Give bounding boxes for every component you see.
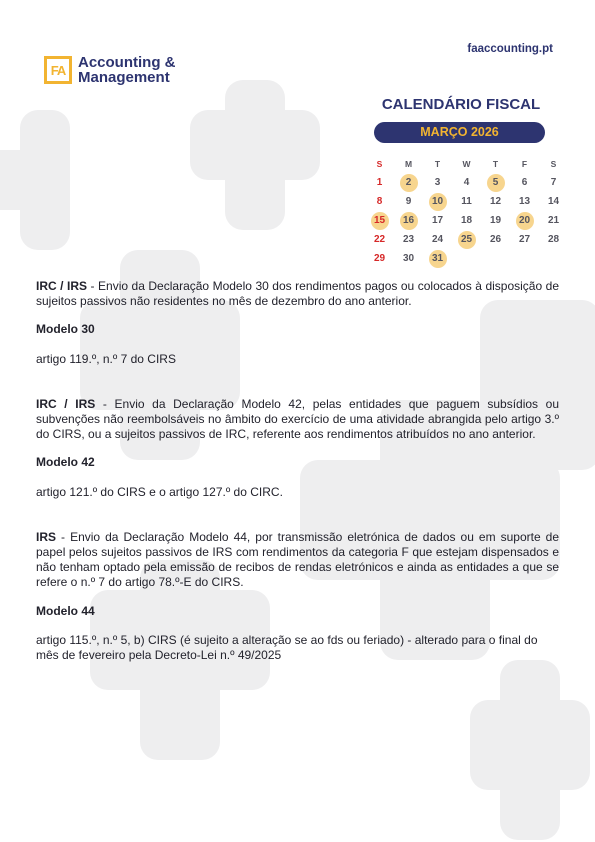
weekday-header: M	[404, 158, 413, 169]
calendar-day-deadline: 31	[423, 249, 452, 268]
website-link[interactable]: faaccounting.pt	[467, 43, 553, 55]
calendar-day-deadline: 25	[452, 230, 481, 249]
weekday-header: S	[376, 158, 383, 169]
calendar-day: 1	[376, 177, 383, 188]
calendar-day-deadline: 20	[510, 211, 539, 230]
entry-text: - Envio da Declaração Modelo 42, pelas entidades que paguem subsídios ou subvenções não reembolsáveis no âmbito do exercício de uma atividade abrangida pelo artigo 3.º do CIRS, ou a sujeitos passivos de IRC, referente aos rendimentos atribuídos no ano anterior.	[36, 396, 560, 442]
calendar-day-deadline: 10	[423, 192, 452, 211]
calendar-day-deadline: 16	[394, 211, 423, 230]
entry-text: - Envio da Declaração Modelo 44, por transmissão eletrónica de dados ou em suporte de papel pelos sujeitos passivos de IRS com rendimentos da categoria F que estejam dispensados e não tenham optado pela emissão de recibos de rendas eletrónicos e ainda as entidades a que se refere o n.º 7 do artigo 78.º-E do CIRS.	[36, 529, 559, 590]
logo-mark-icon: FA	[44, 56, 72, 84]
calendar-day: 23	[402, 234, 415, 245]
logo-text	[78, 55, 176, 85]
calendar-day: 30	[402, 253, 415, 264]
calendar-day: 13	[518, 196, 531, 207]
calendar-day-deadline: 5	[481, 173, 510, 192]
calendar-day: 18	[460, 215, 473, 226]
entry-article: artigo 115.º, n.º 5, b) CIRS (é sujeito a alteração se ao fds ou feriado) - alterado para o final do mês de fevereiro pela Decreto-Lei n.º 49/2025	[36, 632, 538, 663]
calendar-day: 12	[489, 196, 502, 207]
calendar-day: 14	[547, 196, 560, 207]
logo-line-2: Management	[78, 69, 170, 86]
calendar-grid	[365, 154, 568, 268]
calendar-day: 21	[547, 215, 560, 226]
calendar-day: 22	[373, 234, 386, 245]
entry-article: artigo 121.º do CIRS e o artigo 127.º do CIRC.	[36, 484, 283, 499]
calendar-day-deadline: 2	[394, 173, 423, 192]
calendar-day: 8	[376, 196, 383, 207]
entry-lead: IRC / IRS	[36, 396, 96, 411]
weekday-header: T	[492, 158, 499, 169]
entry-article: artigo 119.º, n.º 7 do CIRS	[36, 351, 176, 366]
weekday-header: T	[434, 158, 441, 169]
calendar-day: 6	[521, 177, 528, 188]
entry	[36, 279, 559, 367]
logo-line-1: Accounting &	[78, 54, 176, 71]
entry-model: Modelo 42	[36, 455, 95, 470]
calendar-day: 4	[463, 177, 470, 188]
weekday-header: F	[521, 158, 528, 169]
entry	[36, 530, 559, 663]
calendar-day: 7	[550, 177, 557, 188]
calendar-day: 26	[489, 234, 502, 245]
calendar-day: 29	[373, 253, 386, 264]
calendar-title: CALENDÁRIO FISCAL	[381, 96, 541, 113]
calendar-day: 3	[434, 177, 441, 188]
calendar-day: 17	[431, 215, 444, 226]
calendar-day: 19	[489, 215, 502, 226]
calendar-day: 11	[461, 196, 472, 207]
calendar-day: 28	[547, 234, 560, 245]
entry-text: - Envio da Declaração Modelo 30 dos rendimentos pagos ou colocados à disposição de sujeitos passivos não residentes no mês de dezembro do ano anterior.	[36, 279, 560, 309]
entry	[36, 397, 559, 500]
company-logo[interactable]	[44, 55, 176, 85]
weekday-header: S	[550, 158, 557, 169]
calendar-day: 9	[405, 196, 412, 207]
calendar-day-deadline: 15	[365, 211, 394, 230]
entry-description	[36, 530, 559, 591]
weekday-header: W	[462, 158, 471, 169]
entry-model: Modelo 30	[36, 322, 95, 337]
entry-lead: IRS	[36, 529, 57, 544]
entry-lead: IRC / IRS	[36, 279, 88, 293]
calendar-day: 24	[431, 234, 444, 245]
calendar-day: 27	[518, 234, 531, 245]
content-body	[36, 279, 559, 663]
entry-description	[36, 397, 559, 443]
entry-description	[36, 279, 559, 309]
entry-model: Modelo 44	[36, 603, 95, 618]
calendar-month: MARÇO 2026	[374, 122, 545, 143]
